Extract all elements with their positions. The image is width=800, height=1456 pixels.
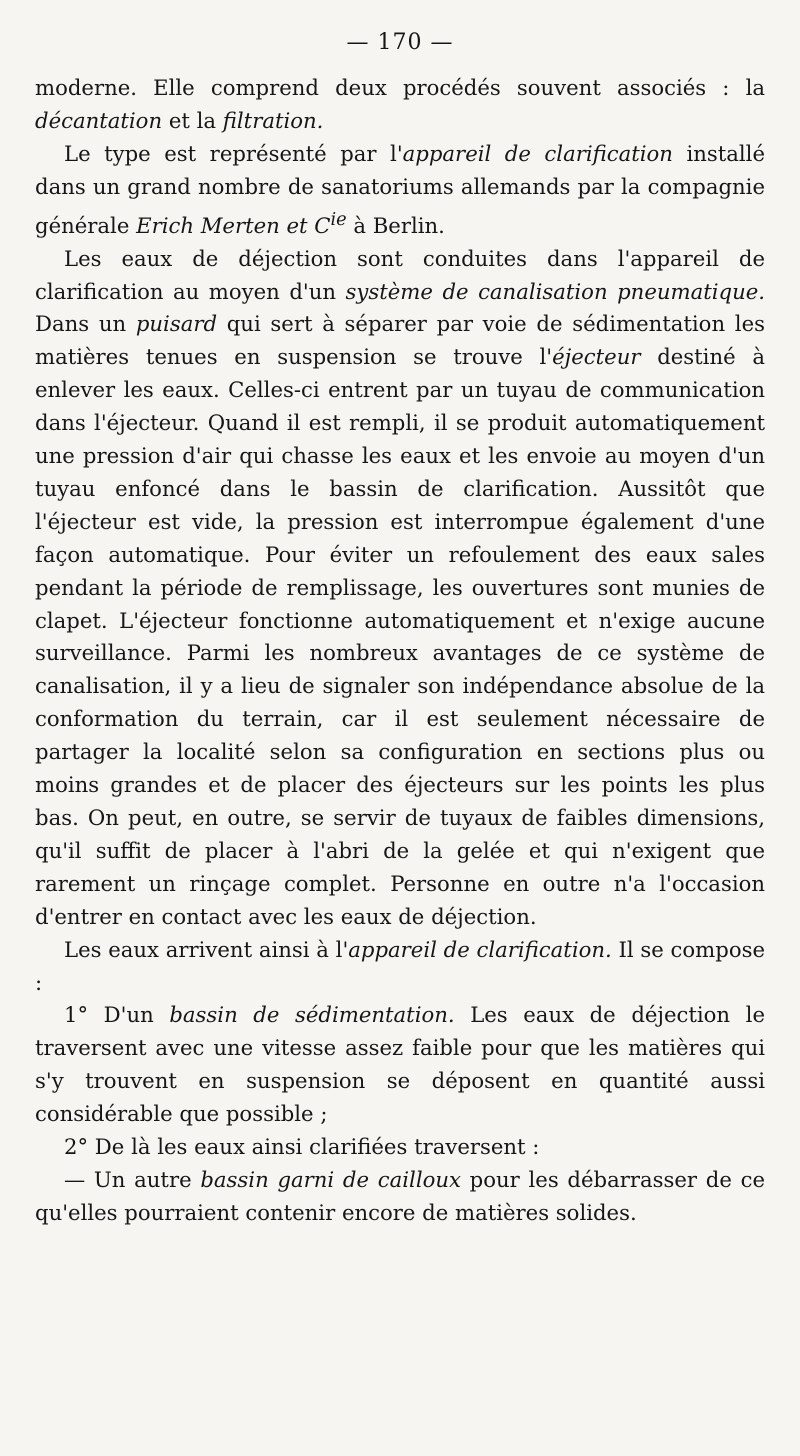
paragraph-6 xyxy=(35,1131,765,1164)
text-run: 2° De là les eaux ainsi clarifiées traversent : xyxy=(64,1134,540,1160)
text-run-italic: système de canalisation pneumatique. xyxy=(345,278,765,304)
text-run: 1° D'un xyxy=(64,1002,170,1028)
text-run: Les eaux arrivent ainsi à l' xyxy=(64,936,349,962)
text-run: destiné à enlever les eaux. Celles-ci entrent par un tuyau de communication dans l'éjecteur. Quand il est rempli, il se produit automatiquement une pression d'air qui chasse les eaux et les envoie au moyen d'un tuyau enfoncé dans le bassin de clarification. Aussitôt que l'éjecteur est vide, la pression est interrompue également d'une façon automatique. Pour éviter un refoulement des eaux sales pendant la période de remplissage, les ouvertures sont munies de clapet. L'éjecteur fonctionne automatiquement et n'exige aucune surveillance. Parmi les nombreux avantages de ce système de canalisation, il y a lieu de signaler son indépendance absolue de la conformation du terrain, car il est seulement nécessaire de partager la localité selon sa configuration en sections plus ou moins grandes et de placer des éjecteurs sur les points les plus bas. On peut, en outre, se servir de tuyaux de faibles dimensions, qu'il suffit de placer à l'abri de la gelée et qui n'exigent que rarement un rinçage complet. Personne en outre n'a l'occasion d'entrer en contact avec les eaux de déjection. xyxy=(35,344,765,929)
text-run-italic: filtration. xyxy=(222,107,324,133)
text-run: Il se compose : xyxy=(35,936,765,995)
text-run-italic: bassin de sédimentation. xyxy=(169,1002,455,1028)
paragraph-5 xyxy=(35,999,765,1131)
text-run: Dans un xyxy=(35,311,136,337)
text-run: et la xyxy=(162,107,223,133)
text-run-italic: décantation xyxy=(35,107,163,133)
text-run: Les eaux de déjection sont conduites dans l'appareil de clarification au moyen d'un xyxy=(35,245,765,304)
text-run: installé dans un grand nombre de sanatoriums allemands par la compagnie générale xyxy=(35,140,765,238)
text-run-italic: bassin garni de cailloux xyxy=(200,1166,461,1192)
text-run: — Un autre xyxy=(64,1166,201,1192)
paragraph-4 xyxy=(35,934,765,1000)
text-run: moderne. Elle comprend deux procédés souvent associés : la xyxy=(35,75,765,100)
paragraph-1 xyxy=(35,72,765,138)
text-run-italic: éjecteur xyxy=(552,344,641,370)
text-run: qui sert à séparer par voie de sédimentation les matières tenues en suspension se trouve l' xyxy=(35,311,765,370)
text-run-italic: appareil de clarification. xyxy=(348,936,612,962)
text-run-italic: puisard xyxy=(135,311,218,337)
text-run-italic: Erich Merten et C xyxy=(136,212,331,238)
text-run: Le type est représenté par l' xyxy=(64,140,403,166)
body-text xyxy=(35,72,765,1230)
paragraph-2 xyxy=(35,138,765,243)
text-run-italic: appareil de clarification xyxy=(402,140,673,166)
paragraph-7 xyxy=(35,1164,765,1230)
page-number: — 170 — xyxy=(346,30,454,55)
text-run: pour les débarrasser de ce qu'elles pourraient contenir encore de matières solides. xyxy=(35,1166,766,1225)
paragraph-3 xyxy=(35,243,765,934)
text-run: à Berlin. xyxy=(346,212,445,238)
superscript: ie xyxy=(330,209,347,230)
text-run: Les eaux de déjection le traversent avec une vitesse assez faible pour que les matières qui s'y trouvent en suspension se déposent en quantité aussi considérable que possible ; xyxy=(35,1002,765,1127)
